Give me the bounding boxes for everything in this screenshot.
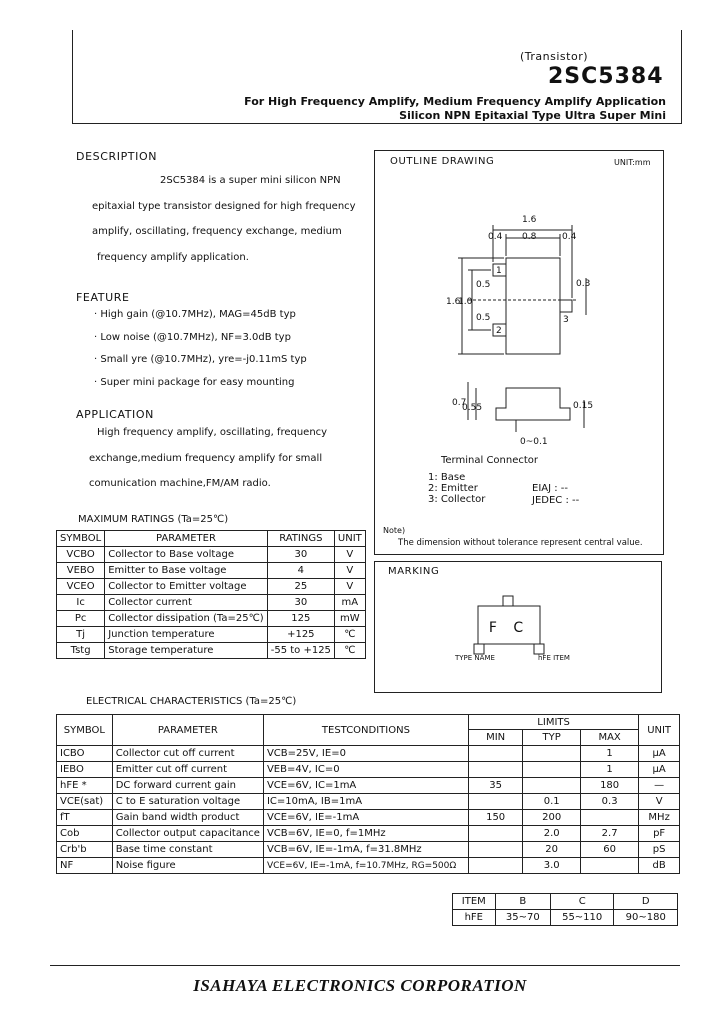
max-cell: 0.3 <box>580 794 638 810</box>
dim-label: 1.6 <box>522 215 537 225</box>
parameter-cell: Storage temperature <box>105 643 268 659</box>
dim-label: 0.4 <box>562 232 577 242</box>
dim-label: 0.4 <box>488 232 503 242</box>
note-title: Note) <box>383 526 406 535</box>
col-header: UNIT <box>639 715 680 746</box>
unit-cell: V <box>334 563 365 579</box>
terminal-number: 1 <box>496 266 502 276</box>
min-cell <box>468 842 522 858</box>
symbol-cell: Cob <box>57 826 113 842</box>
col-header: PARAMETER <box>112 715 263 746</box>
parameter-cell: Emitter to Base voltage <box>105 563 268 579</box>
dim-label: 0~0.1 <box>520 437 548 447</box>
unit-cell: μA <box>639 746 680 762</box>
feature-item: · Super mini package for easy mounting <box>94 377 295 388</box>
col-header: MAX <box>580 730 638 746</box>
company-name: ISAHAYA ELECTRONICS CORPORATION <box>193 976 527 995</box>
frame-top-line <box>72 30 73 123</box>
description-line: frequency amplify application. <box>97 252 249 263</box>
unit-cell: dB <box>639 858 680 874</box>
parameter-cell: Collector current <box>105 595 268 611</box>
table-row <box>57 762 680 778</box>
terminal-number: 1 <box>428 472 435 483</box>
symbol-cell: Tstg <box>57 643 105 659</box>
typ-cell: 20 <box>523 842 581 858</box>
terminal-number: 2 <box>496 326 502 336</box>
col-header: PARAMETER <box>105 531 268 547</box>
condition-cell: VEB=4V, IC=0 <box>263 762 468 778</box>
rating-cell: +125 <box>267 627 334 643</box>
col-header: UNIT <box>334 531 365 547</box>
rating-cell: 30 <box>267 595 334 611</box>
condition-cell: VCE=6V, IE=-1mA <box>263 810 468 826</box>
package-body-top-view <box>506 258 560 354</box>
unit-cell: mA <box>334 595 365 611</box>
lead-base <box>474 644 484 654</box>
dim-label: 0.3 <box>576 279 591 289</box>
table-row <box>57 627 366 643</box>
table-row <box>57 547 366 563</box>
unit-cell: ℃ <box>334 627 365 643</box>
terminal-item <box>428 483 478 494</box>
type-name-label: TYPE NAME <box>455 654 495 662</box>
max-cell: 1 <box>580 762 638 778</box>
symbol-cell: VCEO <box>57 579 105 595</box>
range-cell: 90~180 <box>614 910 678 926</box>
condition-cell: VCE=6V, IE=-1mA, f=10.7MHz, RG=500Ω <box>263 858 468 874</box>
dim-label: 1.0 <box>458 297 473 307</box>
symbol-cell: VCBO <box>57 547 105 563</box>
table-row <box>57 611 366 627</box>
frame-right-line <box>681 30 682 123</box>
max-cell: 180 <box>580 778 638 794</box>
parameter-cell: DC forward current gain <box>112 778 263 794</box>
symbol-cell: Tj <box>57 627 105 643</box>
parameter-cell: Collector output capacitance <box>112 826 263 842</box>
col-header: TESTCONDITIONS <box>263 715 468 746</box>
unit-cell: mW <box>334 611 365 627</box>
unit-cell: MHz <box>639 810 680 826</box>
typ-cell <box>523 762 581 778</box>
symbol-cell: Ic <box>57 595 105 611</box>
max-cell: 2.7 <box>580 826 638 842</box>
unit-cell: V <box>639 794 680 810</box>
max-ratings-title: MAXIMUM RATINGS (Ta=25℃) <box>78 514 229 525</box>
table-row <box>57 858 680 874</box>
table-row <box>57 842 680 858</box>
description-line: amplify, oscillating, frequency exchange, medium <box>92 226 342 237</box>
subtitle-type: Silicon NPN Epitaxial Type Ultra Super Mini <box>399 109 666 122</box>
parameter-cell: Collector dissipation (Ta=25℃) <box>105 611 268 627</box>
dim-label: 0.55 <box>462 403 483 413</box>
unit-cell: pS <box>639 842 680 858</box>
rating-cell: 4 <box>267 563 334 579</box>
condition-cell: IC=10mA, IB=1mA <box>263 794 468 810</box>
marking-letters: F C <box>488 620 530 636</box>
col-header: B <box>495 894 550 910</box>
min-cell <box>468 762 522 778</box>
col-header: MIN <box>468 730 522 746</box>
dim-label: 1.6 <box>446 297 461 307</box>
col-header: LIMITS <box>468 715 638 730</box>
symbol-cell: VCE(sat) <box>57 794 113 810</box>
terminal-number: 3 <box>563 315 569 325</box>
lead-collector <box>560 300 572 312</box>
application-line: exchange,medium frequency amplify for small <box>89 453 323 464</box>
unit-cell: μA <box>639 762 680 778</box>
terminal-number: 2 <box>428 483 435 494</box>
jedec-label: JEDEC : -- <box>532 495 580 506</box>
rating-cell: 30 <box>267 547 334 563</box>
typ-cell <box>523 778 581 794</box>
parameter-cell: C to E saturation voltage <box>112 794 263 810</box>
max-cell: 1 <box>580 746 638 762</box>
marking-title: MARKING <box>388 566 440 577</box>
part-number: 2SC5384 <box>548 64 664 89</box>
col-header: SYMBOL <box>57 715 113 746</box>
table-row <box>57 579 366 595</box>
frame-header-rule <box>72 123 682 124</box>
table-row <box>57 595 366 611</box>
min-cell <box>468 826 522 842</box>
terminal-name: : Emitter <box>434 483 478 494</box>
outline-title: OUTLINE DRAWING <box>390 156 495 167</box>
range-cell: 55~110 <box>550 910 614 926</box>
max-cell: 60 <box>580 842 638 858</box>
feature-title: FEATURE <box>76 291 130 304</box>
eiaj-label: EIAJ : -- <box>532 483 569 494</box>
outline-unit: UNIT:mm <box>614 158 651 167</box>
col-header: RATINGS <box>267 531 334 547</box>
symbol-cell: Pc <box>57 611 105 627</box>
description-line: epitaxial type transistor designed for high frequency <box>92 201 356 212</box>
table-row <box>57 778 680 794</box>
col-header: ITEM <box>453 894 496 910</box>
typ-cell <box>523 746 581 762</box>
typ-cell: 200 <box>523 810 581 826</box>
symbol-cell: NF <box>57 858 113 874</box>
hfe-rank-table <box>452 893 678 926</box>
parameter-cell: Junction temperature <box>105 627 268 643</box>
feature-item: · Small yre (@10.7MHz), yre=-j0.11mS typ <box>94 354 307 365</box>
outline-drawing <box>376 170 660 460</box>
condition-cell: VCE=6V, IC=1mA <box>263 778 468 794</box>
max-ratings-table <box>56 530 366 659</box>
terminal-name: : Base <box>434 472 466 483</box>
unit-cell: pF <box>639 826 680 842</box>
table-header-row <box>57 715 680 730</box>
dim-label: 0.8 <box>522 232 537 242</box>
description-line: 2SC5384 is a super mini silicon NPN <box>160 175 341 186</box>
application-line: comunication machine,FM/AM radio. <box>89 478 271 489</box>
row-label: hFE <box>453 910 496 926</box>
table-row <box>453 910 678 926</box>
symbol-cell: ICBO <box>57 746 113 762</box>
table-row <box>57 794 680 810</box>
terminal-title: Terminal Connector <box>441 455 539 466</box>
parameter-cell: Gain band width product <box>112 810 263 826</box>
min-cell <box>468 794 522 810</box>
unit-cell: V <box>334 547 365 563</box>
symbol-cell: IEBO <box>57 762 113 778</box>
rating-cell: -55 to +125 <box>267 643 334 659</box>
dim-label: 0.7 <box>452 398 467 408</box>
col-header: SYMBOL <box>57 531 105 547</box>
note-text: The dimension without tolerance represent central value. <box>398 538 643 548</box>
parameter-cell: Base time constant <box>112 842 263 858</box>
dim-label: 0.15 <box>573 401 594 411</box>
table-header-row <box>57 531 366 547</box>
condition-cell: VCB=6V, IE=0, f=1MHz <box>263 826 468 842</box>
parameter-cell: Noise figure <box>112 858 263 874</box>
feature-item: · Low noise (@10.7MHz), NF=3.0dB typ <box>94 332 291 343</box>
symbol-cell: Crb'b <box>57 842 113 858</box>
symbol-cell: fT <box>57 810 113 826</box>
rating-cell: 125 <box>267 611 334 627</box>
unit-cell: — <box>639 778 680 794</box>
hfe-item-label: hFE ITEM <box>538 654 570 662</box>
terminal-name: : Collector <box>434 494 486 505</box>
min-cell: 35 <box>468 778 522 794</box>
typ-cell: 2.0 <box>523 826 581 842</box>
table-row <box>57 643 366 659</box>
parameter-cell: Collector to Emitter voltage <box>105 579 268 595</box>
table-row <box>57 563 366 579</box>
lead-emitter <box>534 644 544 654</box>
description-title: DESCRIPTION <box>76 150 158 163</box>
rating-cell: 25 <box>267 579 334 595</box>
table-row <box>57 810 680 826</box>
min-cell <box>468 746 522 762</box>
typ-cell: 0.1 <box>523 794 581 810</box>
category-label: (Transistor) <box>520 50 589 63</box>
terminal-item <box>428 472 465 483</box>
dim-label: 0.5 <box>476 313 491 323</box>
min-cell <box>468 858 522 874</box>
col-header: TYP <box>523 730 581 746</box>
unit-cell: ℃ <box>334 643 365 659</box>
parameter-cell: Collector cut off current <box>112 746 263 762</box>
parameter-cell: Emitter cut off current <box>112 762 263 778</box>
subtitle-application: For High Frequency Amplify, Medium Frequency Amplify Application <box>244 95 666 108</box>
symbol-cell: VEBO <box>57 563 105 579</box>
table-row <box>57 746 680 762</box>
parameter-cell: Collector to Base voltage <box>105 547 268 563</box>
elec-chars-title: ELECTRICAL CHARACTERISTICS (Ta=25℃) <box>86 696 297 707</box>
typ-cell: 3.0 <box>523 858 581 874</box>
table-header-row <box>453 894 678 910</box>
application-title: APPLICATION <box>76 408 154 421</box>
terminal-item <box>428 494 485 505</box>
max-cell <box>580 858 638 874</box>
col-header: D <box>614 894 678 910</box>
package-body-side-view <box>496 388 570 420</box>
col-header: C <box>550 894 614 910</box>
lead-collector <box>503 596 513 606</box>
range-cell: 35~70 <box>495 910 550 926</box>
min-cell: 150 <box>468 810 522 826</box>
condition-cell: VCB=6V, IE=-1mA, f=31.8MHz <box>263 842 468 858</box>
unit-cell: V <box>334 579 365 595</box>
frame-bottom-rule <box>50 965 680 966</box>
max-cell <box>580 810 638 826</box>
table-row <box>57 826 680 842</box>
feature-item: · High gain (@10.7MHz), MAG=45dB typ <box>94 309 296 320</box>
elec-chars-table <box>56 714 680 874</box>
terminal-number: 3 <box>428 494 435 505</box>
application-line: High frequency amplify, oscillating, frequency <box>97 427 328 438</box>
symbol-cell: hFE * <box>57 778 113 794</box>
condition-cell: VCB=25V, IE=0 <box>263 746 468 762</box>
dim-label: 0.5 <box>476 280 491 290</box>
